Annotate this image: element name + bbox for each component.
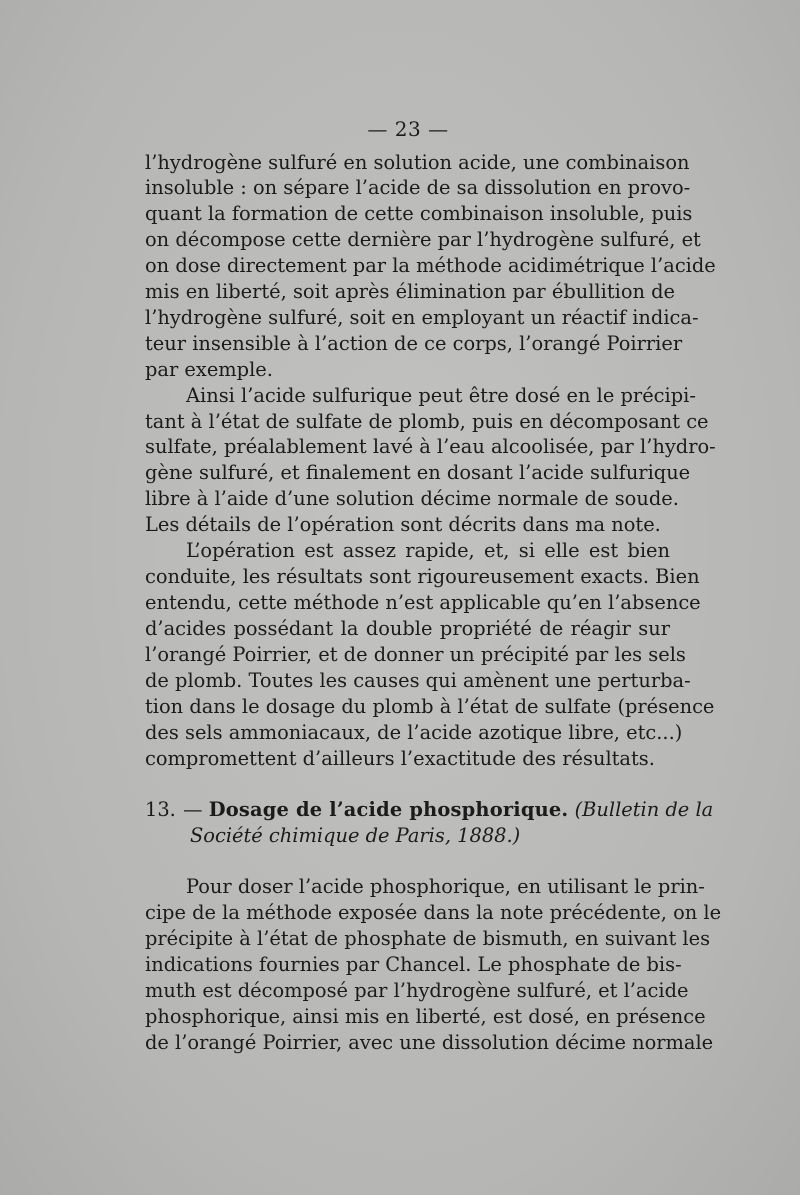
page-number: — 23 —: [367, 117, 449, 141]
text-line: on dose directement par la méthode acidimétrique l’acide: [145, 254, 716, 277]
text-line: tion dans le dosage du plomb à l’état de sulfate (présence: [145, 695, 715, 718]
text-line: Les détails de l’opération sont décrits dans ma note.: [145, 513, 661, 536]
text-line: l’orangé Poirrier, et de donner un précipité par les sels: [145, 643, 686, 666]
text-line: tant à l’état de sulfate de plomb, puis en décomposant ce: [145, 410, 709, 433]
text-line: compromettent d’ailleurs l’exactitude des résultats.: [145, 747, 655, 770]
text-line: par exemple.: [145, 358, 273, 381]
text-line: cipe de la méthode exposée dans la note précédente, on le: [145, 901, 722, 924]
text-line: entendu, cette méthode n’est applicable qu’en l’absence: [145, 591, 701, 614]
text-line: gène sulfuré, et finalement en dosant l’acide sulfurique: [145, 461, 691, 484]
text-line: l’hydrogène sulfuré en solution acide, une combinaison: [145, 151, 690, 174]
text-line: d’acides possédant la double propriété de réagir sur: [145, 617, 670, 640]
text-line: de l’orangé Poirrier, avec une dissolution décime normale: [145, 1031, 714, 1054]
text-line: quant la formation de cette combinaison insoluble, puis: [145, 202, 693, 225]
text-line: phosphorique, ainsi mis en liberté, est dosé, en présence: [145, 1005, 706, 1028]
section-citation-continued: Société chimique de Paris, 1888.): [190, 824, 521, 847]
text-line: l’hydrogène sulfuré, soit en employant un réactif indica-: [145, 306, 699, 329]
text-line: L’opération est assez rapide, et, si elle est bien: [186, 539, 670, 562]
section-title: Dosage de l’acide phosphorique.: [208, 798, 569, 821]
text-line: Ainsi l’acide sulfurique peut être dosé en le précipi-: [186, 384, 696, 407]
text-line: de plomb. Toutes les causes qui amènent une perturba-: [145, 669, 691, 692]
text-line: teur insensible à l’action de ce corps, l’orangé Poirrier: [145, 332, 683, 355]
text-line: libre à l’aide d’une solution décime normale de soude.: [145, 487, 679, 510]
section-citation: (Bulletin de la: [574, 798, 714, 821]
text-line: précipite à l’état de phosphate de bismuth, en suivant les: [145, 927, 711, 950]
section-number: 13.: [145, 798, 176, 821]
section-dash: —: [183, 798, 203, 821]
text-line: Pour doser l’acide phosphorique, en utilisant le prin-: [186, 875, 705, 898]
text-line: conduite, les résultats sont rigoureusement exacts. Bien: [145, 565, 700, 588]
text-line: des sels ammoniacaux, de l’acide azotique libre, etc...): [145, 721, 683, 744]
text-line: muth est décomposé par l’hydrogène sulfuré, et l’acide: [145, 979, 689, 1002]
text-line: mis en liberté, soit après élimination par ébullition de: [145, 280, 676, 303]
section-heading: [145, 797, 714, 823]
text-line: insoluble : on sépare l’acide de sa dissolution en provo-: [145, 176, 691, 199]
text-line: sulfate, préalablement lavé à l’eau alcoolisée, par l’hydro-: [145, 435, 716, 458]
text-line: on décompose cette dernière par l’hydrogène sulfuré, et: [145, 228, 701, 251]
text-line: indications fournies par Chancel. Le phosphate de bis-: [145, 953, 682, 976]
